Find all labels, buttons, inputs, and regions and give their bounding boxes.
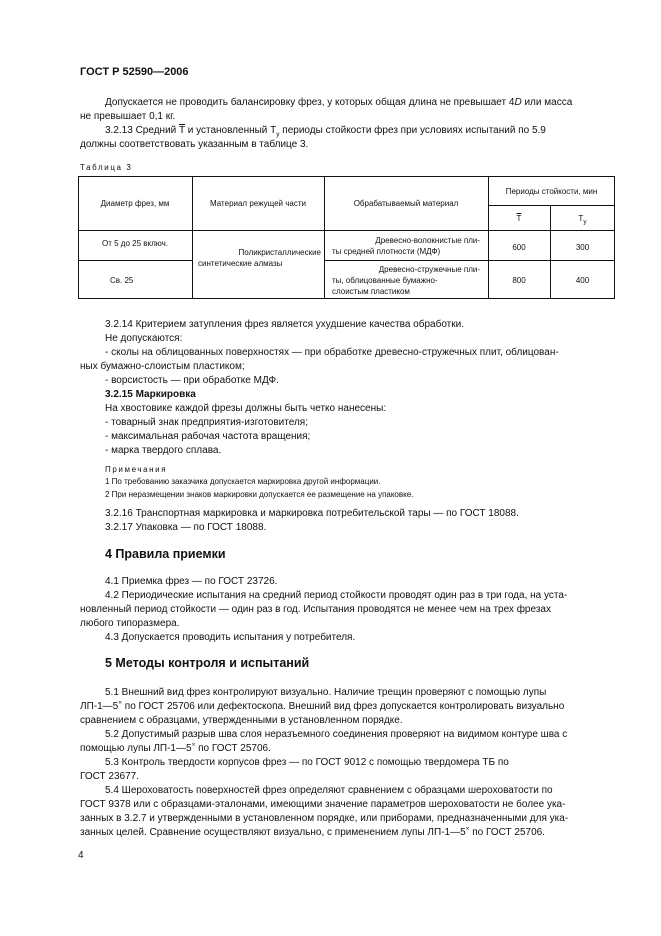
paragraph-3-2-17: 3.2.17 Упаковка — по ГОСТ 18088. — [105, 522, 267, 533]
paragraph-5-1-line2: ЛП-1—5× по ГОСТ 25706 или дефектоскопа. Внешний вид фрез допускается контролировать визуально — [80, 699, 565, 712]
paragraph-5-4-line1: 5.4 Шероховатость поверхностей фрез определяют сравнением с образцами шероховатости по — [105, 785, 553, 796]
header-t-set: $T_у$ — [578, 214, 587, 226]
header-diameter: Диаметр фрез, мм — [100, 199, 170, 208]
paragraph-marking: На хвостовике каждой фрезы должны быть четко нанесены: — [105, 403, 387, 414]
section-5-title: 5 Методы контроля и испытаний — [105, 656, 310, 670]
row2-diameter: Св. 25 — [110, 276, 134, 285]
row2-t-set: 400 — [575, 276, 590, 285]
list-item: - марка твердого сплава. — [105, 445, 222, 456]
section-4-title: 4 Правила приемки — [105, 547, 226, 561]
paragraph-3-2-14: 3.2.14 Критерием затупления фрез является ухудшение качества обработки. — [105, 319, 464, 330]
notes-title: Примечания — [105, 465, 168, 474]
note-2: 2 При неразмещении знаков маркировки допускается ее размещение на упаковке. — [105, 490, 414, 499]
document-header: ГОСТ Р 52590—2006 — [80, 66, 189, 78]
paragraph-3-2-13-line2: должны соответствовать указанным в таблице 3. — [80, 139, 309, 150]
row2-t-average: 800 — [512, 276, 526, 285]
list-item-continuation: ных бумажно-слоистым пластиком; — [80, 361, 245, 372]
paragraph-3-2-13-line1: 3.2.13 Средний $\overline{T}$ и установленный $T_у$ периоды стойкости фрез при условиях испытаний по 5.9 — [105, 125, 546, 138]
paragraph-4-2-line2: новленный период стойкости — один раз в год. Испытания проводятся не менее чем на трех фрезах — [80, 604, 551, 615]
table-caption: Таблица 3 — [80, 163, 133, 172]
paragraph-5-4-line2: ГОСТ 9378 или с образцами-эталонами, имеющими значение параметров шероховатости не более ука- — [80, 799, 566, 810]
list-item: - максимальная рабочая частота вращения; — [105, 431, 311, 442]
row1-t-average: 600 — [512, 243, 526, 252]
header-cutting-material: Материал режущей части — [210, 199, 306, 208]
header-t-average: $\overline{T}$ — [516, 214, 522, 223]
cutting-material-value: Поликристаллические синтетические алмазы — [198, 248, 321, 268]
page-number: 4 — [78, 850, 84, 861]
row1-work-material: Древесно-волокнистые пли- ты средней плотности (МДФ) — [332, 236, 480, 256]
paragraph-balancing-line2: не превышает 0,1 кг. — [80, 111, 176, 122]
list-item: - сколы на облицованных поверхностях — при обработке древесно-стружечных плит, облицован- — [105, 347, 559, 358]
table-3 — [78, 176, 615, 299]
header-work-material: Обрабатываемый материал — [353, 199, 459, 208]
row2-work-material: Древесно-стружечные пли- ты, облицованные бумажно- слоистым пластиком — [332, 265, 480, 296]
note-1: 1 По требованию заказчика допускается маркировка другой информации. — [105, 477, 381, 486]
header-periods: Периоды стойкости, мин — [505, 187, 598, 196]
paragraph-5-4-line3: занных в 3.2.7 и утвержденными в установленном порядке, или приборами, предназначенными для ука- — [80, 813, 569, 824]
paragraph-5-4-line4: занных целей. Сравнение осуществляют визуально, с применением лупы ЛП-1—5× по ГОСТ 25706. — [80, 825, 545, 838]
paragraph-4-1: 4.1 Приемка фрез — по ГОСТ 23726. — [105, 576, 278, 587]
row1-t-set: 300 — [575, 243, 590, 252]
section-3-2-15-title: 3.2.15 Маркировка — [105, 389, 196, 400]
paragraph-5-2-line1: 5.2 Допустимый разрыв шва слоя неразъемного соединения проверяют на видимом контуре шва с — [105, 729, 568, 740]
paragraph-5-1-line3: сравнением с образцами, утвержденными в установленном порядке. — [80, 715, 403, 726]
paragraph-5-3-line2: ГОСТ 23677. — [80, 771, 139, 782]
list-item: - ворсистость — при обработке МДФ. — [105, 375, 279, 386]
not-allowed-label: Не допускаются: — [105, 333, 183, 344]
paragraph-balancing-line1: Допускается не проводить балансировку фрез, у которых общая длина не превышает 4D или масса — [105, 97, 573, 108]
paragraph-4-3: 4.3 Допускается проводить испытания у потребителя. — [105, 632, 356, 643]
row1-diameter: От 5 до 25 включ. — [102, 239, 168, 248]
paragraph-5-3-line1: 5.3 Контроль твердости корпусов фрез — по ГОСТ 9012 с помощью твердомера ТБ по — [105, 757, 509, 768]
paragraph-4-2-line1: 4.2 Периодические испытания на средний период стойкости проводят один раз в три года, на уста- — [105, 590, 568, 601]
paragraph-4-2-line3: любого типоразмера. — [80, 618, 180, 629]
paragraph-5-1-line1: 5.1 Внешний вид фрез контролируют визуально. Наличие трещин проверяют с помощью лупы — [105, 687, 547, 698]
paragraph-5-2-line2: помощью лупы ЛП-1—5× по ГОСТ 25706. — [80, 741, 271, 754]
paragraph-3-2-16: 3.2.16 Транспортная маркировка и маркировка потребительской тары — по ГОСТ 18088. — [105, 508, 519, 519]
list-item: - товарный знак предприятия-изготовителя; — [105, 417, 308, 428]
